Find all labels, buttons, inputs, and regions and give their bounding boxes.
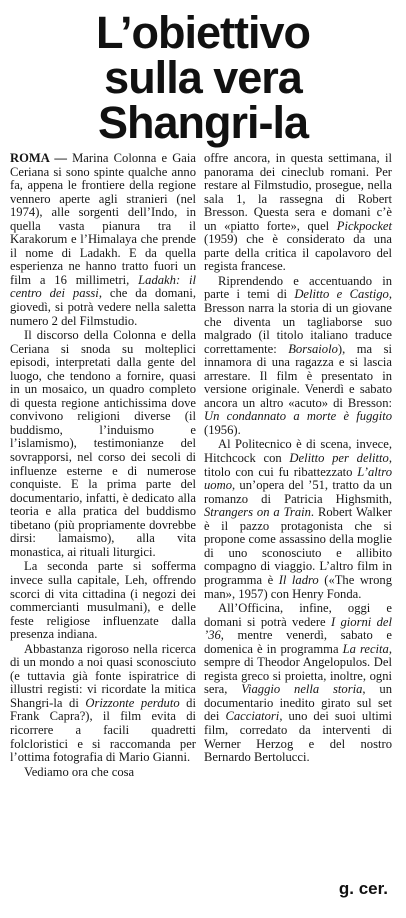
paragraph-4: [10, 643, 196, 765]
paragraph-text: («The wrong man», 1957) con Henry Fonda.: [204, 572, 393, 601]
paragraph-text: , mentre venerdì, sabato e domenica è in programma: [204, 628, 392, 656]
paragraph-1: [10, 152, 196, 328]
headline-line-1: L’obiettivo: [96, 7, 310, 58]
paragraph-text: , un documentario inedito girato sul set dei: [204, 682, 392, 724]
article-headline: [0, 7, 406, 148]
paragraph-8: [204, 438, 392, 601]
right-column: [204, 152, 392, 765]
film-title: Viaggio nella storia: [241, 682, 363, 697]
dateline: ROMA —: [10, 151, 73, 165]
film-title: L’altro uomo: [204, 464, 392, 493]
paragraph-text: , titolo con cui fu ribattezzato: [204, 451, 392, 479]
paragraph-text: offre ancora, in questa settimana, il panorama dei cineclub romani. Per restare al Filmstudio, prosegue, nella sala 1, la rassegna di Robert Bresson. Questa sera e domani c’è un «piatto forte», quel: [204, 151, 392, 233]
paragraph-text: , sempre di Theodor Angelopulos. Del regista greco si proietta, inoltre, ogni sera,: [204, 641, 393, 697]
paragraph-7: [204, 275, 392, 438]
headline-line-2: sulla vera: [104, 52, 302, 103]
paragraph-5: Vediamo ora che cosa: [24, 764, 135, 779]
film-title: La recita: [342, 641, 389, 656]
film-title: Strangers on a Train: [204, 505, 311, 520]
paragraph-text: , che da domani, giovedì, si potrà vedere nella saletta numero 2 del Filmstudio.: [10, 286, 196, 328]
paragraph-text: . Robert Walker è il pazzo protagonista che si propone come assassino della moglie di uno sconosciuto e allibito compagno di viaggio. L’altro film in programma è: [204, 505, 392, 587]
paragraph-text: ), ma si innamora di una ragazza e si lascia arrestare. Il film è presentato in versione originale. Venerdì e sabato ancora un altro «acuto» di Bresson:: [204, 341, 392, 410]
film-title: Delitto e Castigo: [294, 287, 389, 302]
film-title: Il ladro: [278, 572, 319, 587]
paragraph-2: Il discorso della Colonna e della Ceriana si snoda su molteplici episodi, interpretati dalla gente del luogo, che tendono a fornire, quasi in un mosaico, un quadro completo di questa regione antichissima dove convivono religioni diverse (il buddismo, l’induismo e l’islamismo), testimonianze del sovrapporsi, nel corso dei secoli di influenze esterne e di numerose conquiste. E la prima parte del documentario, infatti, è dedicato alla teoria e alla pratica del buddismo tibetano (più propriamente dovrebbe dirsi: lamaismo), alla vita monastica, ai rituali liturgici.: [10, 328, 196, 559]
left-column: [10, 152, 196, 779]
paragraph-text: , un’opera del ’51, tratto da un romanzo di Patricia Highsmith,: [204, 478, 392, 506]
paragraph-text: (1956).: [204, 422, 241, 437]
film-title: Ladakh: il centro dei passi: [10, 272, 196, 301]
headline-line-3: Shangri-la: [97, 97, 309, 148]
paragraph-3: La seconda parte si sofferma invece sulla capitale, Leh, offrendo scorci di vita cittadina (i negozi dei commercianti musulmani), e delle feste religiose influenzate dalla presenza indiana.: [10, 559, 196, 642]
film-title: Pickpocket: [336, 218, 392, 233]
author-signature: g. cer.: [338, 879, 388, 898]
film-title: Un condannato a morte è fuggito: [204, 409, 392, 424]
film-title: Borsaiolo: [288, 341, 338, 356]
paragraph-text: Al Politecnico è di scena, invece, Hitchcock con: [204, 437, 392, 466]
paragraph-text: (1959) che è considerato da una parte della critica il capolavoro del regista francese.: [204, 232, 392, 274]
paragraph-text: , Bresson narra la storia di un giovane che diventa un tagliaborse suo malgrado (il titolo italiano traduce correttamente:: [204, 287, 392, 356]
paragraph-text: di Frank Capra?), il film evita di ricorrere a facili quadretti folcloristici e si raccomanda per l’ottima fotografia di Mario Gianni.: [10, 695, 196, 765]
film-title: Cacciatori: [225, 709, 280, 724]
paragraph-9: [204, 602, 392, 765]
film-title: Delitto per delitto: [289, 451, 389, 466]
paragraph-text: Abbastanza rigoroso nella ricerca di un mondo a noi quasi sconosciuto (e tuttavia già fonte ispiratrice di illustri registi: vi ricordate la mitica Shangri-la di: [10, 641, 196, 710]
paragraph-6: [204, 152, 392, 274]
paragraph-text: , uno dei suoi ultimi film, corredato da interventi di Werner Herzog e del nostro Bernardo Bertolucci.: [204, 709, 392, 765]
paragraph-text: All’Officina, infine, oggi e domani si potrà vedere: [204, 601, 392, 629]
film-title: I giorni del ’36: [204, 614, 392, 643]
film-title: Orizzonte perduto: [85, 695, 180, 710]
paragraph-text: Marina Colonna e Gaia Ceriana si sono spinte qualche anno fa, appena le frontiere della regione vennero aperte agli stranieri (nel 1974), alle sorgenti dell’Indo, in quella vasta pianura tra il Karakorum e l’Himalaya che prende il nome di Ladakh. E da quella esperienza ne hanno tratto fuori un film a 16 millimetri,: [10, 151, 196, 287]
paragraph-text: Riprendendo e accentuando in parte i temi di: [204, 273, 392, 302]
